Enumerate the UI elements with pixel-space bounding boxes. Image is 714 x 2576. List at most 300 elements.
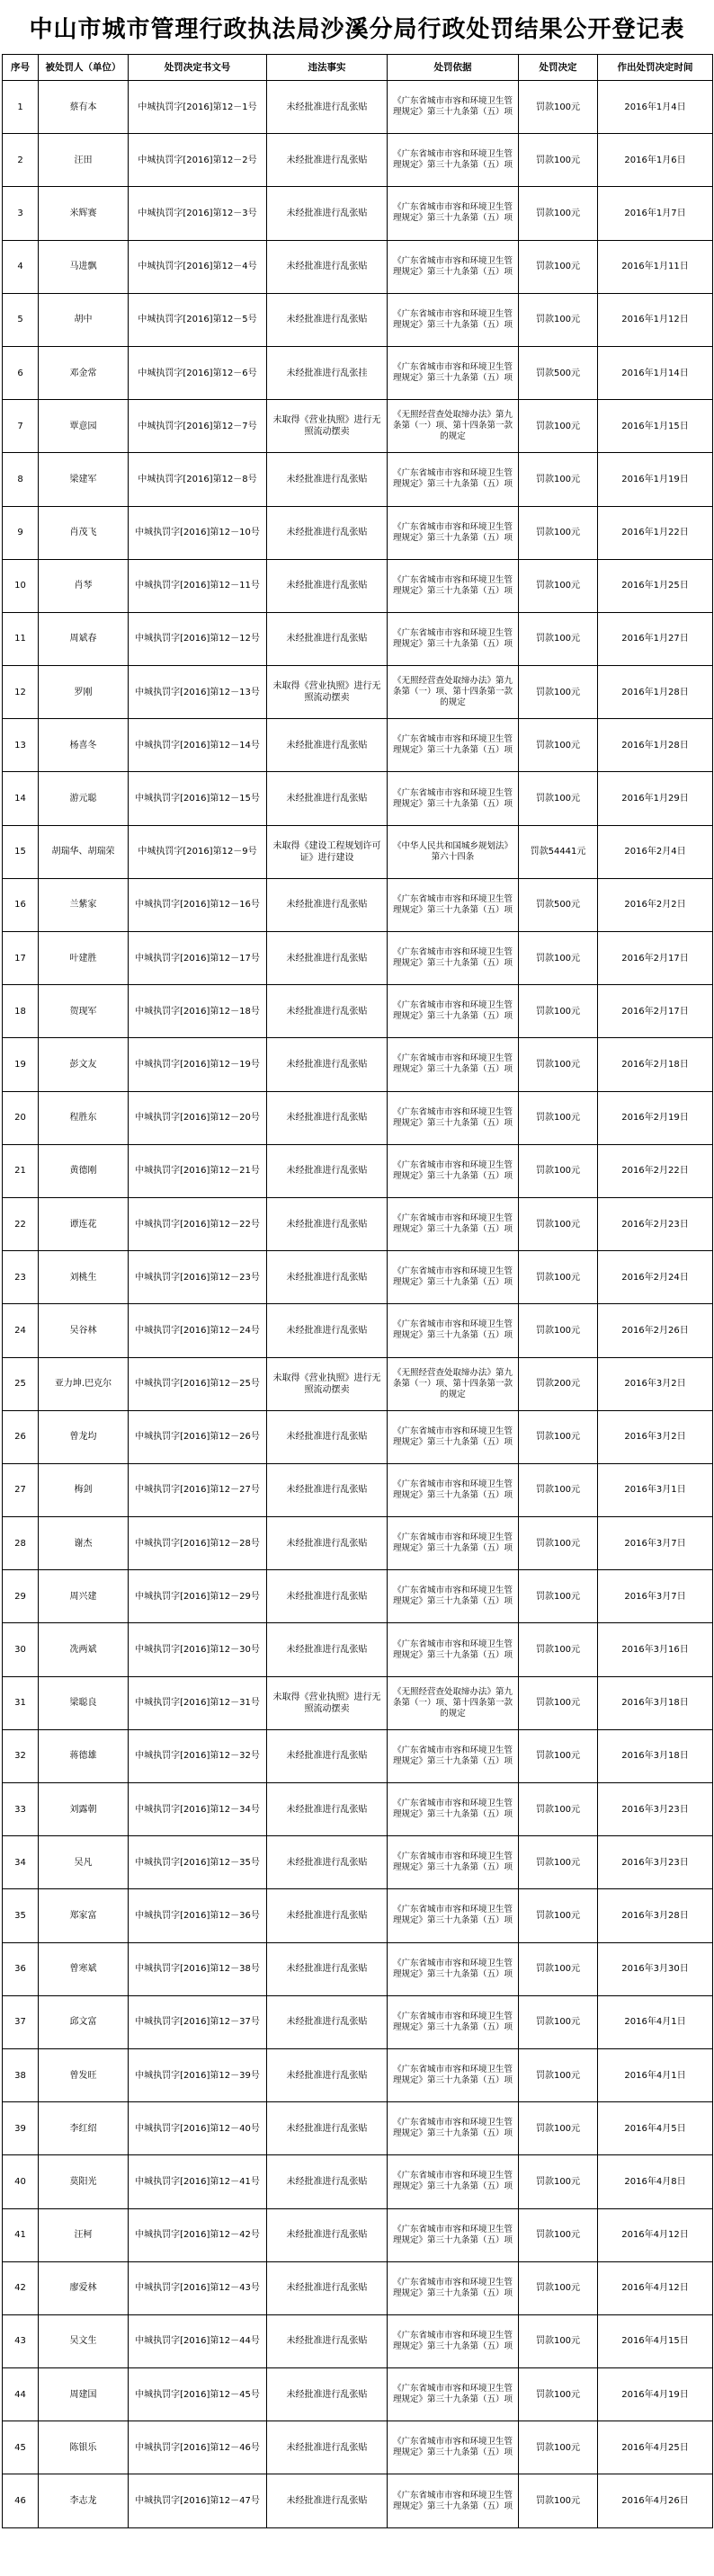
decision-cell: 罚款200元: [519, 1357, 598, 1410]
date-cell: 2016年1月29日: [598, 772, 713, 825]
decision-cell: 罚款100元: [519, 772, 598, 825]
basis-cell: 《广东省城市市容和环境卫生管理规定》第三十九条第（五）项: [388, 1251, 519, 1304]
decision-cell: 罚款100元: [519, 1304, 598, 1357]
table-row: [3, 1995, 713, 2048]
violation-cell: 未经批准进行乱张挂: [267, 346, 388, 399]
seq-cell: 14: [3, 772, 39, 825]
basis-cell: 《广东省城市市容和环境卫生管理规定》第三十九条第（五）项: [388, 1410, 519, 1463]
header-party: 被处罚人（单位）: [39, 55, 129, 81]
seq-cell: 30: [3, 1623, 39, 1676]
party-cell: 马进飘: [39, 240, 129, 293]
party-cell: 胡中: [39, 293, 129, 346]
decision-cell: 罚款100元: [519, 1410, 598, 1463]
date-cell: 2016年3月7日: [598, 1570, 713, 1623]
doc-number-cell: 中城执罚字[2016]第12－11号: [129, 559, 267, 612]
doc-number-cell: 中城执罚字[2016]第12－2号: [129, 134, 267, 187]
basis-cell: 《广东省城市市容和环境卫生管理规定》第三十九条第（五）项: [388, 719, 519, 772]
party-cell: 曾寒斌: [39, 1942, 129, 1995]
violation-cell: 未经批准进行乱张贴: [267, 985, 388, 1038]
table-row: [3, 1623, 713, 1676]
violation-cell: 未经批准进行乱张贴: [267, 2314, 388, 2367]
basis-cell: 《广东省城市市容和环境卫生管理规定》第三十九条第（五）项: [388, 81, 519, 134]
seq-cell: 33: [3, 1783, 39, 1836]
doc-number-cell: 中城执罚字[2016]第12－21号: [129, 1144, 267, 1197]
party-cell: 罗刚: [39, 666, 129, 719]
decision-cell: 罚款100元: [519, 2368, 598, 2421]
table-row: [3, 346, 713, 399]
party-cell: 叶建胜: [39, 932, 129, 985]
basis-cell: 《广东省城市市容和环境卫生管理规定》第三十九条第（五）项: [388, 1038, 519, 1091]
violation-cell: 未经批准进行乱张贴: [267, 1251, 388, 1304]
seq-cell: 41: [3, 2208, 39, 2261]
table-row: [3, 612, 713, 665]
doc-number-cell: 中城执罚字[2016]第12－43号: [129, 2261, 267, 2314]
basis-cell: 《广东省城市市容和环境卫生管理规定》第三十九条第（五）项: [388, 1729, 519, 1782]
decision-cell: 罚款100元: [519, 932, 598, 985]
seq-cell: 5: [3, 293, 39, 346]
basis-cell: 《广东省城市市容和环境卫生管理规定》第三十九条第（五）项: [388, 1995, 519, 2048]
doc-number-cell: 中城执罚字[2016]第12－5号: [129, 293, 267, 346]
violation-cell: 未经批准进行乱张贴: [267, 1091, 388, 1144]
table-row: [3, 293, 713, 346]
doc-number-cell: 中城执罚字[2016]第12－3号: [129, 187, 267, 240]
party-cell: 周建国: [39, 2368, 129, 2421]
decision-cell: 罚款100元: [519, 985, 598, 1038]
seq-cell: 13: [3, 719, 39, 772]
doc-number-cell: 中城执罚字[2016]第12－27号: [129, 1463, 267, 1516]
table-row: [3, 1091, 713, 1144]
decision-cell: 罚款54441元: [519, 825, 598, 878]
seq-cell: 10: [3, 559, 39, 612]
doc-number-cell: 中城执罚字[2016]第12－14号: [129, 719, 267, 772]
date-cell: 2016年3月23日: [598, 1783, 713, 1836]
seq-cell: 45: [3, 2421, 39, 2474]
seq-cell: 4: [3, 240, 39, 293]
seq-cell: 40: [3, 2155, 39, 2208]
date-cell: 2016年4月12日: [598, 2261, 713, 2314]
table-row: [3, 985, 713, 1038]
table-row: [3, 2421, 713, 2474]
seq-cell: 16: [3, 878, 39, 931]
header-date: 作出处罚决定时间: [598, 55, 713, 81]
decision-cell: 罚款100元: [519, 1729, 598, 1782]
basis-cell: 《无照经营查处取缔办法》第九条第（一）项、第十四条第一款的规定: [388, 400, 519, 453]
decision-cell: 罚款100元: [519, 719, 598, 772]
basis-cell: 《广东省城市市容和环境卫生管理规定》第三十九条第（五）项: [388, 1889, 519, 1942]
table-row: [3, 2261, 713, 2314]
seq-cell: 24: [3, 1304, 39, 1357]
party-cell: 亚力坤.巴克尔: [39, 1357, 129, 1410]
basis-cell: 《广东省城市市容和环境卫生管理规定》第三十九条第（五）项: [388, 2048, 519, 2101]
doc-number-cell: 中城执罚字[2016]第12－17号: [129, 932, 267, 985]
decision-cell: 罚款100元: [519, 559, 598, 612]
decision-cell: 罚款100元: [519, 2314, 598, 2367]
party-cell: 冼两斌: [39, 1623, 129, 1676]
basis-cell: 《广东省城市市容和环境卫生管理规定》第三十九条第（五）项: [388, 346, 519, 399]
date-cell: 2016年3月7日: [598, 1517, 713, 1570]
doc-number-cell: 中城执罚字[2016]第12－45号: [129, 2368, 267, 2421]
decision-cell: 罚款100元: [519, 666, 598, 719]
doc-number-cell: 中城执罚字[2016]第12－10号: [129, 506, 267, 559]
basis-cell: 《广东省城市市容和环境卫生管理规定》第三十九条第（五）项: [388, 772, 519, 825]
seq-cell: 21: [3, 1144, 39, 1197]
table-row: [3, 134, 713, 187]
basis-cell: 《广东省城市市容和环境卫生管理规定》第三十九条第（五）项: [388, 293, 519, 346]
seq-cell: 44: [3, 2368, 39, 2421]
seq-cell: 26: [3, 1410, 39, 1463]
violation-cell: 未经批准进行乱张贴: [267, 1463, 388, 1516]
doc-number-cell: 中城执罚字[2016]第12－6号: [129, 346, 267, 399]
doc-number-cell: 中城执罚字[2016]第12－42号: [129, 2208, 267, 2261]
violation-cell: 未经批准进行乱张贴: [267, 1038, 388, 1091]
table-row: [3, 2048, 713, 2101]
date-cell: 2016年3月28日: [598, 1889, 713, 1942]
table-row: [3, 1410, 713, 1463]
party-cell: 梅剑: [39, 1463, 129, 1516]
table-row: [3, 1038, 713, 1091]
violation-cell: 未经批准进行乱张贴: [267, 1995, 388, 2048]
basis-cell: 《广东省城市市容和环境卫生管理规定》第三十九条第（五）项: [388, 2314, 519, 2367]
seq-cell: 23: [3, 1251, 39, 1304]
date-cell: 2016年1月7日: [598, 187, 713, 240]
violation-cell: 未经批准进行乱张贴: [267, 1623, 388, 1676]
party-cell: 程胜东: [39, 1091, 129, 1144]
basis-cell: 《广东省城市市容和环境卫生管理规定》第三十九条第（五）项: [388, 1783, 519, 1836]
date-cell: 2016年2月18日: [598, 1038, 713, 1091]
header-basis: 处罚依据: [388, 55, 519, 81]
date-cell: 2016年1月28日: [598, 719, 713, 772]
decision-cell: 罚款100元: [519, 1836, 598, 1889]
party-cell: 吴文生: [39, 2314, 129, 2367]
table-row: [3, 1357, 713, 1410]
date-cell: 2016年4月25日: [598, 2421, 713, 2474]
date-cell: 2016年4月8日: [598, 2155, 713, 2208]
decision-cell: 罚款100元: [519, 400, 598, 453]
decision-cell: 罚款100元: [519, 612, 598, 665]
date-cell: 2016年3月2日: [598, 1357, 713, 1410]
date-cell: 2016年1月6日: [598, 134, 713, 187]
basis-cell: 《中华人民共和国城乡规划法》第六十四条: [388, 825, 519, 878]
header-doc-number: 处罚决定书文号: [129, 55, 267, 81]
decision-cell: 罚款100元: [519, 293, 598, 346]
seq-cell: 34: [3, 1836, 39, 1889]
basis-cell: 《广东省城市市容和环境卫生管理规定》第三十九条第（五）项: [388, 240, 519, 293]
violation-cell: 未经批准进行乱张贴: [267, 2048, 388, 2101]
table-row: [3, 1729, 713, 1782]
party-cell: 邱文富: [39, 1995, 129, 2048]
violation-cell: 未经批准进行乱张贴: [267, 240, 388, 293]
basis-cell: 《广东省城市市容和环境卫生管理规定》第三十九条第（五）项: [388, 1836, 519, 1889]
basis-cell: 《广东省城市市容和环境卫生管理规定》第三十九条第（五）项: [388, 1517, 519, 1570]
table-row: [3, 240, 713, 293]
table-row: [3, 187, 713, 240]
party-cell: 彭文友: [39, 1038, 129, 1091]
violation-cell: 未经批准进行乱张贴: [267, 1942, 388, 1995]
table-row: [3, 2102, 713, 2155]
table-row: [3, 2208, 713, 2261]
violation-cell: 未经批准进行乱张贴: [267, 1729, 388, 1782]
seq-cell: 11: [3, 612, 39, 665]
decision-cell: 罚款100元: [519, 2474, 598, 2527]
date-cell: 2016年3月18日: [598, 1676, 713, 1729]
doc-number-cell: 中城执罚字[2016]第12－39号: [129, 2048, 267, 2101]
table-row: [3, 1889, 713, 1942]
violation-cell: 未经批准进行乱张贴: [267, 2474, 388, 2527]
doc-number-cell: 中城执罚字[2016]第12－13号: [129, 666, 267, 719]
doc-number-cell: 中城执罚字[2016]第12－25号: [129, 1357, 267, 1410]
violation-cell: 未经批准进行乱张贴: [267, 1197, 388, 1250]
violation-cell: 未经批准进行乱张贴: [267, 1570, 388, 1623]
violation-cell: 未取得《营业执照》进行无照流动摆卖: [267, 400, 388, 453]
decision-cell: 罚款100元: [519, 1038, 598, 1091]
seq-cell: 31: [3, 1676, 39, 1729]
doc-number-cell: 中城执罚字[2016]第12－32号: [129, 1729, 267, 1782]
decision-cell: 罚款100元: [519, 1517, 598, 1570]
date-cell: 2016年3月1日: [598, 1463, 713, 1516]
doc-number-cell: 中城执罚字[2016]第12－26号: [129, 1410, 267, 1463]
seq-cell: 17: [3, 932, 39, 985]
date-cell: 2016年2月4日: [598, 825, 713, 878]
party-cell: 曾发旺: [39, 2048, 129, 2101]
date-cell: 2016年2月24日: [598, 1251, 713, 1304]
date-cell: 2016年4月1日: [598, 2048, 713, 2101]
basis-cell: 《广东省城市市容和环境卫生管理规定》第三十九条第（五）项: [388, 1304, 519, 1357]
basis-cell: 《广东省城市市容和环境卫生管理规定》第三十九条第（五）项: [388, 932, 519, 985]
basis-cell: 《广东省城市市容和环境卫生管理规定》第三十九条第（五）项: [388, 1623, 519, 1676]
seq-cell: 25: [3, 1357, 39, 1410]
violation-cell: 未经批准进行乱张贴: [267, 2208, 388, 2261]
violation-cell: 未经批准进行乱张贴: [267, 1836, 388, 1889]
decision-cell: 罚款100元: [519, 453, 598, 506]
seq-cell: 35: [3, 1889, 39, 1942]
header-decision: 处罚决定: [519, 55, 598, 81]
seq-cell: 9: [3, 506, 39, 559]
party-cell: 肖琴: [39, 559, 129, 612]
doc-number-cell: 中城执罚字[2016]第12－22号: [129, 1197, 267, 1250]
doc-number-cell: 中城执罚字[2016]第12－12号: [129, 612, 267, 665]
party-cell: 覃意园: [39, 400, 129, 453]
violation-cell: 未经批准进行乱张贴: [267, 134, 388, 187]
violation-cell: 未经批准进行乱张贴: [267, 612, 388, 665]
seq-cell: 20: [3, 1091, 39, 1144]
decision-cell: 罚款100元: [519, 2421, 598, 2474]
seq-cell: 8: [3, 453, 39, 506]
party-cell: 汪田: [39, 134, 129, 187]
doc-number-cell: 中城执罚字[2016]第12－19号: [129, 1038, 267, 1091]
table-row: [3, 2474, 713, 2527]
seq-cell: 19: [3, 1038, 39, 1091]
table-row: [3, 1251, 713, 1304]
party-cell: 李红绍: [39, 2102, 129, 2155]
date-cell: 2016年3月23日: [598, 1836, 713, 1889]
table-row: [3, 719, 713, 772]
decision-cell: 罚款100元: [519, 187, 598, 240]
decision-cell: 罚款100元: [519, 1570, 598, 1623]
basis-cell: 《广东省城市市容和环境卫生管理规定》第三十九条第（五）项: [388, 878, 519, 931]
violation-cell: 未经批准进行乱张贴: [267, 81, 388, 134]
violation-cell: 未经批准进行乱张贴: [267, 506, 388, 559]
table-row: [3, 81, 713, 134]
basis-cell: 《无照经营查处取缔办法》第九条第（一）项、第十四条第一款的规定: [388, 1357, 519, 1410]
basis-cell: 《广东省城市市容和环境卫生管理规定》第三十九条第（五）项: [388, 134, 519, 187]
decision-cell: 罚款100元: [519, 2155, 598, 2208]
seq-cell: 18: [3, 985, 39, 1038]
decision-cell: 罚款100元: [519, 1889, 598, 1942]
date-cell: 2016年3月2日: [598, 1410, 713, 1463]
doc-number-cell: 中城执罚字[2016]第12－9号: [129, 825, 267, 878]
party-cell: 谭连花: [39, 1197, 129, 1250]
doc-number-cell: 中城执罚字[2016]第12－7号: [129, 400, 267, 453]
decision-cell: 罚款500元: [519, 878, 598, 931]
seq-cell: 2: [3, 134, 39, 187]
party-cell: 刘桃生: [39, 1251, 129, 1304]
decision-cell: 罚款100元: [519, 1942, 598, 1995]
basis-cell: 《广东省城市市容和环境卫生管理规定》第三十九条第（五）项: [388, 2421, 519, 2474]
decision-cell: 罚款100元: [519, 134, 598, 187]
decision-cell: 罚款500元: [519, 346, 598, 399]
doc-number-cell: 中城执罚字[2016]第12－38号: [129, 1942, 267, 1995]
basis-cell: 《广东省城市市容和环境卫生管理规定》第三十九条第（五）项: [388, 187, 519, 240]
decision-cell: 罚款100元: [519, 1676, 598, 1729]
doc-number-cell: 中城执罚字[2016]第12－23号: [129, 1251, 267, 1304]
seq-cell: 28: [3, 1517, 39, 1570]
decision-cell: 罚款100元: [519, 1783, 598, 1836]
seq-cell: 46: [3, 2474, 39, 2527]
party-cell: 谢杰: [39, 1517, 129, 1570]
party-cell: 吴凡: [39, 1836, 129, 1889]
party-cell: 蔡有本: [39, 81, 129, 134]
table-row: [3, 1144, 713, 1197]
seq-cell: 36: [3, 1942, 39, 1995]
doc-number-cell: 中城执罚字[2016]第12－37号: [129, 1995, 267, 2048]
violation-cell: 未取得《营业执照》进行无照流动摆卖: [267, 666, 388, 719]
seq-cell: 15: [3, 825, 39, 878]
date-cell: 2016年1月28日: [598, 666, 713, 719]
doc-number-cell: 中城执罚字[2016]第12－28号: [129, 1517, 267, 1570]
basis-cell: 《广东省城市市容和环境卫生管理规定》第三十九条第（五）项: [388, 2155, 519, 2208]
date-cell: 2016年4月5日: [598, 2102, 713, 2155]
violation-cell: 未经批准进行乱张贴: [267, 559, 388, 612]
seq-cell: 38: [3, 2048, 39, 2101]
table-row: [3, 772, 713, 825]
table-row: [3, 1463, 713, 1516]
basis-cell: 《广东省城市市容和环境卫生管理规定》第三十九条第（五）项: [388, 2208, 519, 2261]
seq-cell: 22: [3, 1197, 39, 1250]
party-cell: 吴谷林: [39, 1304, 129, 1357]
doc-number-cell: 中城执罚字[2016]第12－40号: [129, 2102, 267, 2155]
date-cell: 2016年2月17日: [598, 932, 713, 985]
violation-cell: 未经批准进行乱张贴: [267, 932, 388, 985]
decision-cell: 罚款100元: [519, 2208, 598, 2261]
violation-cell: 未经批准进行乱张贴: [267, 187, 388, 240]
decision-cell: 罚款100元: [519, 1623, 598, 1676]
table-row: [3, 1304, 713, 1357]
seq-cell: 7: [3, 400, 39, 453]
decision-cell: 罚款100元: [519, 1463, 598, 1516]
date-cell: 2016年1月19日: [598, 453, 713, 506]
table-row: [3, 400, 713, 453]
seq-cell: 39: [3, 2102, 39, 2155]
doc-number-cell: 中城执罚字[2016]第12－46号: [129, 2421, 267, 2474]
doc-number-cell: 中城执罚字[2016]第12－16号: [129, 878, 267, 931]
violation-cell: 未经批准进行乱张贴: [267, 293, 388, 346]
basis-cell: 《广东省城市市容和环境卫生管理规定》第三十九条第（五）项: [388, 2368, 519, 2421]
seq-cell: 29: [3, 1570, 39, 1623]
doc-number-cell: 中城执罚字[2016]第12－29号: [129, 1570, 267, 1623]
table-row: [3, 1836, 713, 1889]
table-row: [3, 453, 713, 506]
party-cell: 汪柯: [39, 2208, 129, 2261]
table-row: [3, 666, 713, 719]
violation-cell: 未取得《建设工程规划许可证》进行建设: [267, 825, 388, 878]
table-row: [3, 2368, 713, 2421]
doc-number-cell: 中城执罚字[2016]第12－30号: [129, 1623, 267, 1676]
violation-cell: 未经批准进行乱张贴: [267, 1783, 388, 1836]
violation-cell: 未经批准进行乱张贴: [267, 1410, 388, 1463]
party-cell: 蒋德雄: [39, 1729, 129, 1782]
basis-cell: 《广东省城市市容和环境卫生管理规定》第三十九条第（五）项: [388, 1463, 519, 1516]
violation-cell: 未经批准进行乱张贴: [267, 1304, 388, 1357]
basis-cell: 《广东省城市市容和环境卫生管理规定》第三十九条第（五）项: [388, 2261, 519, 2314]
table-header-row: [3, 55, 713, 81]
seq-cell: 43: [3, 2314, 39, 2367]
table-body: [3, 81, 713, 2528]
decision-cell: 罚款100元: [519, 506, 598, 559]
violation-cell: 未经批准进行乱张贴: [267, 1517, 388, 1570]
basis-cell: 《广东省城市市容和环境卫生管理规定》第三十九条第（五）项: [388, 612, 519, 665]
basis-cell: 《广东省城市市容和环境卫生管理规定》第三十九条第（五）项: [388, 985, 519, 1038]
violation-cell: 未经批准进行乱张贴: [267, 2421, 388, 2474]
doc-number-cell: 中城执罚字[2016]第12－41号: [129, 2155, 267, 2208]
date-cell: 2016年4月12日: [598, 2208, 713, 2261]
table-row: [3, 2155, 713, 2208]
doc-number-cell: 中城执罚字[2016]第12－8号: [129, 453, 267, 506]
date-cell: 2016年3月16日: [598, 1623, 713, 1676]
violation-cell: 未经批准进行乱张贴: [267, 772, 388, 825]
party-cell: 肖茂飞: [39, 506, 129, 559]
decision-cell: 罚款100元: [519, 1251, 598, 1304]
violation-cell: 未经批准进行乱张贴: [267, 453, 388, 506]
basis-cell: 《广东省城市市容和环境卫生管理规定》第三十九条第（五）项: [388, 2102, 519, 2155]
party-cell: 杨喜冬: [39, 719, 129, 772]
doc-number-cell: 中城执罚字[2016]第12－24号: [129, 1304, 267, 1357]
violation-cell: 未经批准进行乱张贴: [267, 2261, 388, 2314]
table-row: [3, 506, 713, 559]
date-cell: 2016年3月18日: [598, 1729, 713, 1782]
violation-cell: 未经批准进行乱张贴: [267, 878, 388, 931]
date-cell: 2016年1月25日: [598, 559, 713, 612]
doc-number-cell: 中城执罚字[2016]第12－44号: [129, 2314, 267, 2367]
table-row: [3, 1676, 713, 1729]
seq-cell: 6: [3, 346, 39, 399]
basis-cell: 《无照经营查处取缔办法》第九条第（一）项、第十四条第一款的规定: [388, 1676, 519, 1729]
violation-cell: 未取得《营业执照》进行无照流动摆卖: [267, 1357, 388, 1410]
date-cell: 2016年2月2日: [598, 878, 713, 931]
party-cell: 梁聪良: [39, 1676, 129, 1729]
date-cell: 2016年4月1日: [598, 1995, 713, 2048]
party-cell: 莫阳光: [39, 2155, 129, 2208]
doc-number-cell: 中城执罚字[2016]第12－15号: [129, 772, 267, 825]
date-cell: 2016年1月15日: [598, 400, 713, 453]
basis-cell: 《广东省城市市容和环境卫生管理规定》第三十九条第（五）项: [388, 453, 519, 506]
table-row: [3, 932, 713, 985]
date-cell: 2016年1月11日: [598, 240, 713, 293]
date-cell: 2016年1月22日: [598, 506, 713, 559]
date-cell: 2016年3月30日: [598, 1942, 713, 1995]
party-cell: 廖爱林: [39, 2261, 129, 2314]
doc-number-cell: 中城执罚字[2016]第12－31号: [129, 1676, 267, 1729]
doc-number-cell: 中城执罚字[2016]第12－35号: [129, 1836, 267, 1889]
